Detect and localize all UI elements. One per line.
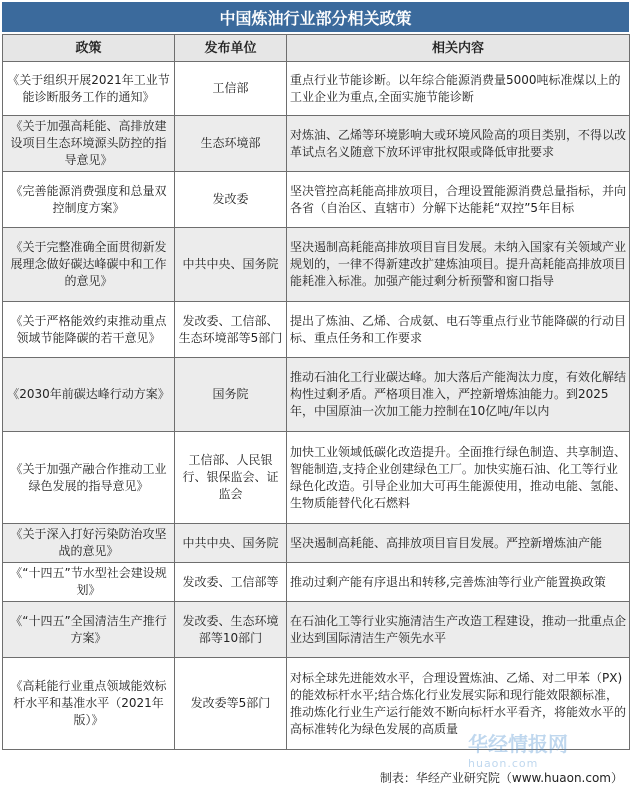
table-row [3,432,630,524]
content-cell: 重点行业节能诊断。以年综合能源消费量5000吨标准煤以上的工业企业为重点,全面实施节能诊断 [287,62,630,116]
content-cell: 坚决遏制高耗能高排放项目盲目发展。未纳入国家有关领域产业规划的，一律不得新建改扩建炼油项目。提升高耗能高排放项目能耗准入标准。加强产能过剩分析预警和窗口指导 [287,228,630,302]
policy-cell: 《关于加强高耗能、高排放建设项目生态环境源头防控的指导意见》 [3,116,175,172]
policy-cell: 《“十四五”节水型社会建设规划》 [3,563,175,602]
header-policy: 政策 [3,35,175,62]
policy-cell: 《完善能源消费强度和总量双控制度方案》 [3,172,175,228]
unit-cell: 国务院 [175,358,287,432]
table-row [3,228,630,302]
policy-table [2,34,630,750]
policy-cell: 《“十四五”全国清洁生产推行方案》 [3,602,175,658]
policy-cell: 《关于严格能效约束推动重点领域节能降碳的若干意见》 [3,302,175,358]
policy-cell: 《高耗能行业重点领域能效标杆水平和基准水平（2021年版）》 [3,658,175,750]
content-cell: 坚决遏制高耗能、高排放项目盲目发展。严控新增炼油产能 [287,524,630,563]
content-cell: 坚决管控高耗能高排放项目，合理设置能源消费总量指标，并向各省（自治区、直辖市）分解下达能耗“双控”5年目标 [287,172,630,228]
table-title: 中国炼油行业部分相关政策 [2,2,629,32]
policy-cell: 《关于加强产融合作推动工业绿色发展的指导意见》 [3,432,175,524]
content-cell: 对标全球先进能效水平，合理设置炼油、乙烯、对二甲苯（PX)的能效标杆水平;结合炼化行业发展实际和现行能效限额标准，推动炼化行业生产运行能效不断向标杆水平看齐，将能效水平的高标准转化为绿色发展的高质量 [287,658,630,750]
header-content: 相关内容 [287,35,630,62]
policy-cell: 《关于完整准确全面贯彻新发展理念做好碳达峰碳中和工作的意见》 [3,228,175,302]
header-unit: 发布单位 [175,35,287,62]
content-cell: 提出了炼油、乙烯、合成氨、电石等重点行业节能降碳的行动目标、重点任务和工作要求 [287,302,630,358]
unit-cell: 生态环境部 [175,116,287,172]
unit-cell: 发改委 [175,172,287,228]
table-row [3,116,630,172]
table-row [3,524,630,563]
unit-cell: 发改委、生态环境部等10部门 [175,602,287,658]
unit-cell: 工信部、人民银行、银保监会、证监会 [175,432,287,524]
table-row [3,302,630,358]
content-cell: 推动石油化工行业碳达峰。加大落后产能淘汰力度，有效化解结构性过剩矛盾。严格项目准入，严控新增炼油能力。到2025年，中国原油一次加工能力控制在10亿吨/年以内 [287,358,630,432]
content-cell: 对炼油、乙烯等环境影响大或环境风险高的项目类别，不得以改革试点名义随意下放环评审批权限或降低审批要求 [287,116,630,172]
policy-cell: 《关于深入打好污染防治攻坚战的意见》 [3,524,175,563]
header-row [3,35,630,62]
table-row [3,602,630,658]
source-note: 制表：华经产业研究院（www.huaon.com） [379,771,623,785]
policy-cell: 《关于组织开展2021年工业节能诊断服务工作的通知》 [3,62,175,116]
watermark-text: 华经情报网 [468,732,568,756]
table-row [3,563,630,602]
unit-cell: 中共中央、国务院 [175,524,287,563]
unit-cell: 发改委等5部门 [175,658,287,750]
content-cell: 在石油化工等行业实施清洁生产改造工程建设，推动一批重点企业达到国际清洁生产领先水平 [287,602,630,658]
table-row [3,358,630,432]
content-cell: 加快工业领域低碳化改造提升。全面推行绿色制造、共享制造、智能制造,支持企业创建绿色工厂。加快实施石油、化工等行业绿色化改造。引导企业加大可再生能源使用，推动电能、氢能、生物质能替代化石燃料 [287,432,630,524]
table-row [3,172,630,228]
unit-cell: 发改委、工信部等 [175,563,287,602]
table-row [3,658,630,750]
content-cell: 推动过剩产能有序退出和转移,完善炼油等行业产能置换政策 [287,563,630,602]
unit-cell: 中共中央、国务院 [175,228,287,302]
watermark-subtext: huaon.com [468,757,539,770]
policy-cell: 《2030年前碳达峰行动方案》 [3,358,175,432]
table-row [3,62,630,116]
unit-cell: 工信部 [175,62,287,116]
unit-cell: 发改委、工信部、生态环境部等5部门 [175,302,287,358]
